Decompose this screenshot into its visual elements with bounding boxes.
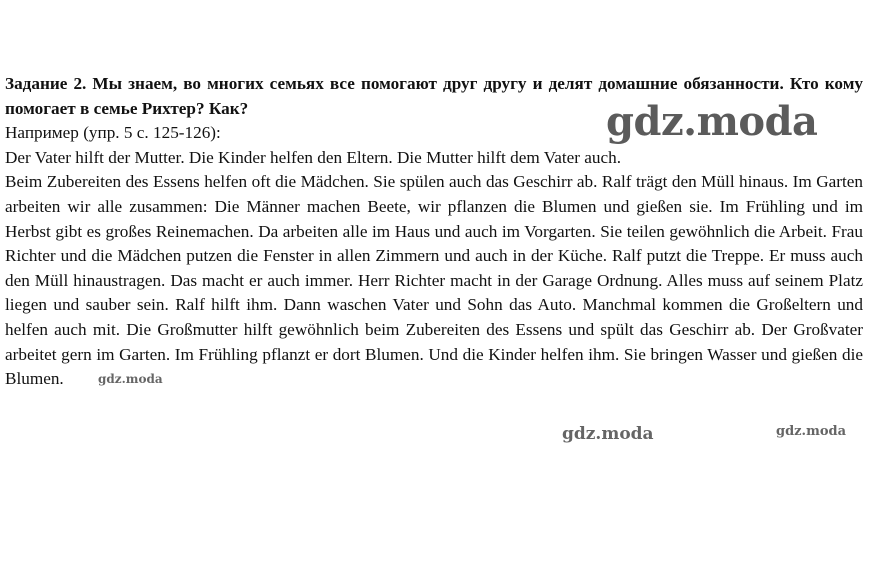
example-text — [5, 146, 863, 392]
watermark-small: gdz.moda — [562, 424, 654, 444]
watermark-small: gdz.moda — [98, 372, 163, 386]
example-paragraph: Beim Zubereiten des Essens helfen oft die Mädchen. Sie spülen auch das Geschirr ab. Ralf trägt den Müll hinaus. Im Garten arbeiten wir alle zusammen: Die Männer machen Beete, wir pflanzen die Blumen und gießen sie. Im Frühling und im Herbst gibt es großes Reinemachen. Da arbeiten alle im Haus und auch im Vorgarten. Sie teilen gewöhnlich die Arbeit. Frau Richter und die Mädchen putzen die Fenster in allen Zimmern und auch in der Küche. Ralf putzt die Treppe. Er muss auch den Müll hinaustragen. Das macht er auch immer. Herr Richter macht in der Garage Ordnung. Alles muss auf seinem Platz liegen und sauber sein. Ralf hilft ihm. Dann waschen Vater und Sohn das Auto. Manchmal kommen die Großeltern und helfen auch mit. Die Großmutter hilft gewöhnlich beim Zubereiten des Essens und spült das Geschirr ab. Der Großvater arbeitet gern im Garten. Im Frühling pflanzt er dort Blumen. Und die Kinder helfen ihm. Sie bringen Wasser und gießen die Blumen. — [5, 172, 863, 389]
example-first-line: Der Vater hilft der Mutter. Die Kinder helfen den Eltern. Die Mutter hilft dem Vater auch. — [5, 147, 622, 167]
watermark-logo: gdz.moda — [606, 98, 818, 145]
watermark-small: gdz.moda — [776, 424, 847, 439]
task-heading: Задание 2. Мы знаем, во многих семьях все помогают друг другу и делят домашние обязанности. Кто кому помогает в семье Рихтер? Как? — [5, 74, 863, 118]
example-label: Например (упр. 5 с. 125-126): — [5, 123, 221, 143]
